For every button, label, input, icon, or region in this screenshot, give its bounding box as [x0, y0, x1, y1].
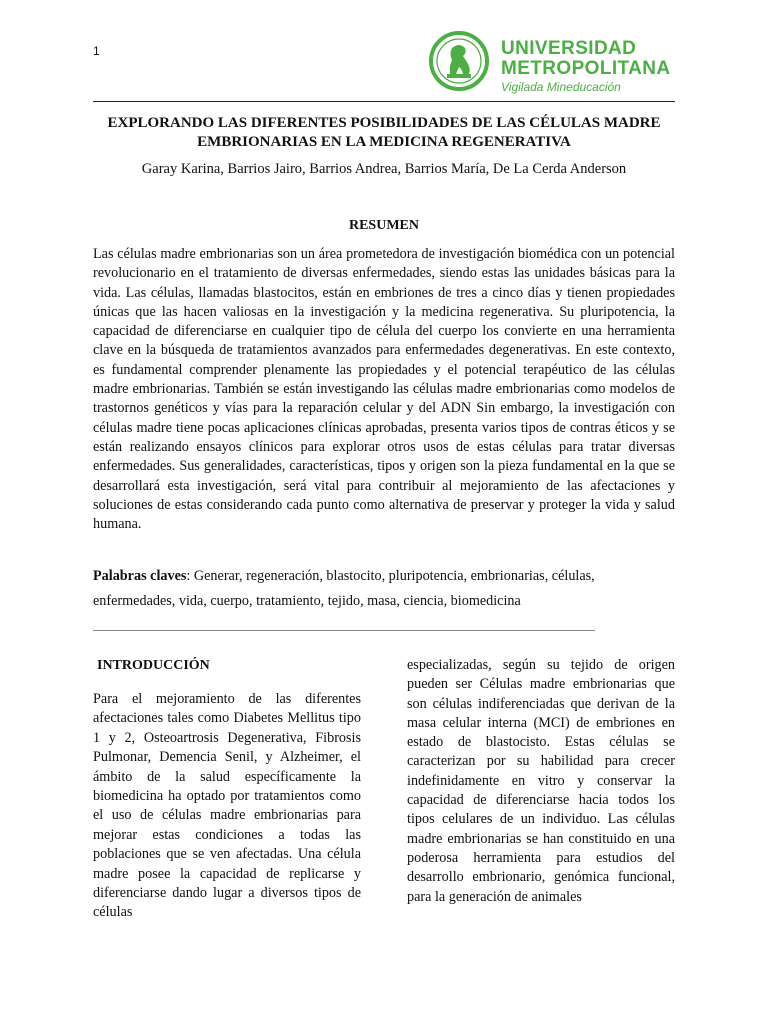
section-divider	[93, 630, 595, 631]
logo-wordmark	[501, 39, 671, 95]
keywords	[93, 564, 675, 613]
university-seal-icon	[428, 30, 490, 92]
logo-tagline: Vigilada Mineducación	[501, 80, 621, 94]
university-logo	[428, 30, 678, 96]
logo-line-2: METROPOLITANA	[501, 58, 671, 79]
right-column	[407, 656, 675, 907]
keywords-list: : Generar, regeneración, blastocito, pluripotencia, embrionarias, células, enfermedades, vida, cuerpo, tratamiento, tejido, masa, ciencia, biomedicina	[93, 568, 595, 609]
introduction-text-right: especializadas, según su tejido de origen pueden ser Células madre embrionarias que son células indiferenciadas que derivan de la masa celular interna (MCI) de embriones en estado de blastocisto. Estas células se caracterizan por su habilidad para crecer indefinidamente en vitro y conservar la capacidad de diferenciarse hacia todos los tipos celulares de un individuo. Las células madre embrionarias se han constituido en una poderosa herramienta para estudios del desarrollo embrionario, genómica funcional, para la generación de animales	[407, 657, 675, 905]
logo-line-1: UNIVERSIDAD	[501, 38, 637, 59]
left-column	[93, 656, 361, 923]
abstract-text: Las células madre embrionarias son un área prometedora de investigación biomédica con un potencial revolucionario en el tratamiento de diversas enfermedades, siendo estas las unidades básicas para la vida. Las células, llamadas blastocitos, están en embriones de tres a cinco días y tienen propiedades únicas que las hacen valiosas en la investigación y la medicina regenerativa. Su pluripotencia, la capacidad de diferenciarse en cualquier tipo de célula del cuerpo los convierte en una herramienta clave en la búsqueda de tratamientos avanzados para enfermedades degenerativas. En este contexto, es fundamental comprender plenamente las propiedades y el potencial terapéutico de las células madre embrionarias. También se están investigando las células madre embrionarias como modelos de trastornos genéticos y vías para la reparación celular y del ADN Sin embargo, la investigación con células madre tiene pocas aplicaciones clínicas aprobadas, presenta varios tipos de contras éticos y se están realizando ensayos clínicos para explorar otros usos de estas células para tratar diversas enfermedades. Sus generalidades, características, tipos y origen son la pieza fundamental en la que se desarrollará esta investigación, será vital para contribuir al mejoramiento de las afectaciones y soluciones de estas considerando cada punto como alternativa de preservar y proteger la vida y salud humana.	[93, 246, 675, 533]
introduction-heading: INTRODUCCIÓN	[97, 658, 210, 673]
paper-title: EXPLORANDO LAS DIFERENTES POSIBILIDADES DE LAS CÉLULAS MADRE EMBRIONARIAS EN LA MEDICINA REGENERATIVA	[107, 115, 661, 150]
header-divider	[93, 101, 675, 102]
paper-authors: Garay Karina, Barrios Jairo, Barrios Andrea, Barrios María, De La Cerda Anderson	[141, 161, 627, 177]
introduction-text-left: Para el mejoramiento de las diferentes afectaciones tales como Diabetes Mellitus tipo 1 y 2, Osteoartrosis Degenerativa, Fibrosis Pulmonar, Demencia Senil, y Alzheimer, el ámbito de la salud específicamente la biomedicina ha optado por tratamientos como el uso de células madre embrionarias para mejorar estas condiciones a todas las poblaciones que se ven afectadas. Una célula madre posee la capacidad de replicarse y diferenciarse dando lugar a diversos tipos de células	[93, 691, 361, 921]
page-number: 1	[93, 44, 100, 58]
keywords-label: Palabras claves	[93, 568, 187, 584]
abstract-heading: RESUMEN	[348, 218, 419, 233]
